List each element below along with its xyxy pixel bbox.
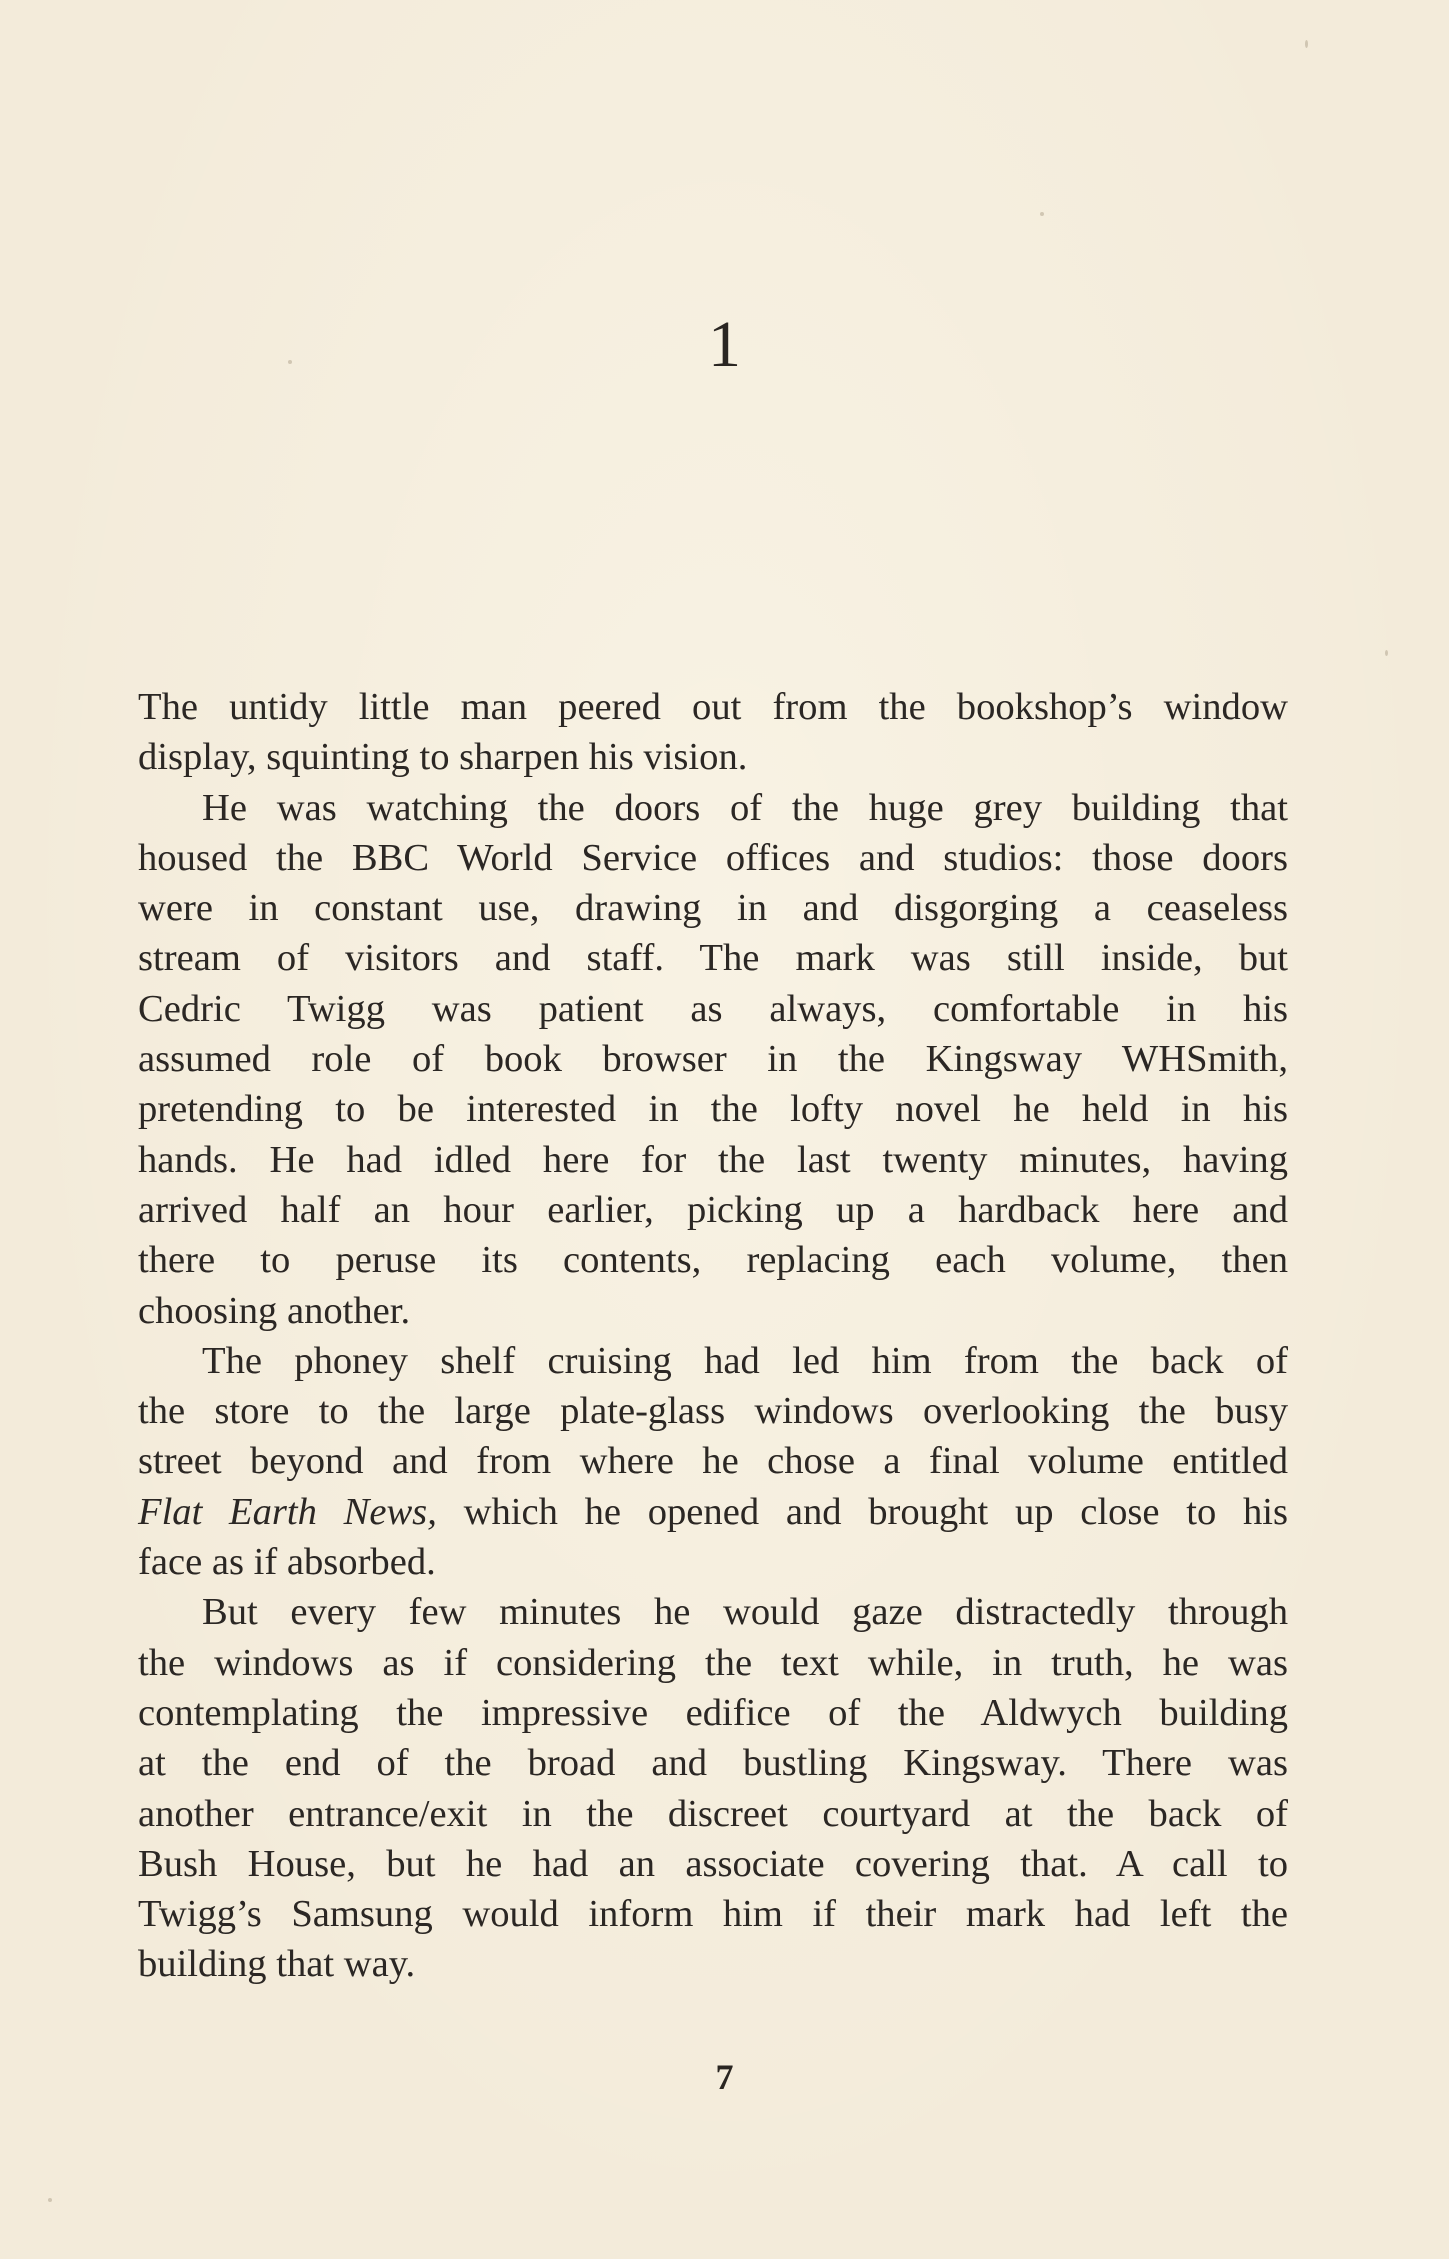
text-line: face as if absorbed.	[138, 1541, 436, 1584]
text-line: The phoney shelf cruising had led him from the back of	[202, 1339, 1288, 1382]
text-line: the store to the large plate-glass windows overlooking the busy	[138, 1390, 1288, 1433]
text-line: another entrance/exit in the discreet courtyard at the back of	[138, 1792, 1288, 1835]
text-line: stream of visitors and staff. The mark was still inside, but	[138, 937, 1288, 980]
body-text	[138, 682, 1288, 1990]
paper-speck	[48, 2198, 52, 2202]
paper-speck	[1305, 40, 1308, 48]
text-line: at the end of the broad and bustling Kingsway. There was	[138, 1742, 1288, 1785]
paper-speck	[1385, 650, 1388, 656]
text-line	[138, 1487, 1288, 1537]
text-line: Bush House, but he had an associate covering that. A call to	[138, 1842, 1288, 1885]
paragraph-4	[138, 1587, 1288, 1989]
paper-speck	[1040, 212, 1044, 216]
text-line: there to peruse its contents, replacing each volume, then	[138, 1239, 1288, 1282]
text-line: Twigg’s Samsung would inform him if their mark had left the	[138, 1893, 1288, 1936]
text-line: He was watching the doors of the huge grey building that	[202, 786, 1288, 829]
text-line: Cedric Twigg was patient as always, comfortable in his	[138, 987, 1288, 1030]
text-line: assumed role of book browser in the Kingsway WHSmith,	[138, 1038, 1288, 1081]
page-number: 7	[715, 2057, 734, 2097]
text-line: contemplating the impressive edifice of the Aldwych building	[138, 1691, 1288, 1734]
text-line: were in constant use, drawing in and disgorging a ceaseless	[138, 887, 1288, 930]
paragraph-2	[138, 783, 1288, 1336]
chapter-number: 1	[708, 308, 741, 381]
text-line: pretending to be interested in the lofty novel he held in his	[138, 1088, 1288, 1131]
text-line: the windows as if considering the text while, in truth, he was	[138, 1641, 1288, 1684]
text-line: housed the BBC World Service offices and studios: those doors	[138, 836, 1288, 879]
book-title: Flat Earth News,	[138, 1490, 437, 1533]
text-line: display, squinting to sharpen his vision.	[138, 736, 748, 779]
text-line: choosing another.	[138, 1289, 411, 1332]
text-line: building that way.	[138, 1943, 416, 1986]
text-line: arrived half an hour earlier, picking up a hardback here and	[138, 1188, 1288, 1231]
paragraph-1	[138, 682, 1288, 783]
text-span: which he opened and brought up close to his	[436, 1490, 1289, 1533]
text-line: hands. He had idled here for the last twenty minutes, having	[138, 1138, 1288, 1181]
text-line: But every few minutes he would gaze distractedly through	[202, 1591, 1288, 1634]
paragraph-3	[138, 1336, 1288, 1587]
text-line: street beyond and from where he chose a final volume entitled	[138, 1440, 1288, 1483]
text-line: The untidy little man peered out from the bookshop’s window	[138, 686, 1288, 728]
